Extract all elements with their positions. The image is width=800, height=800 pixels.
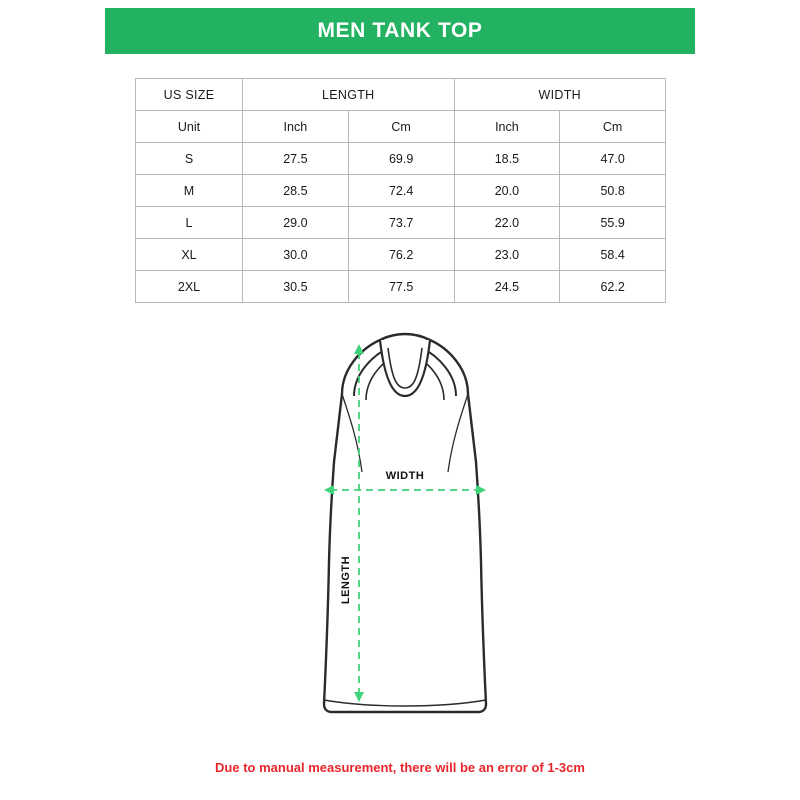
column-header-width: WIDTH	[454, 79, 666, 111]
row-size: M	[136, 175, 243, 207]
unit-length-inch: Inch	[243, 111, 349, 143]
table-row	[136, 207, 666, 239]
header-banner	[105, 8, 695, 54]
row-length-cm: 77.5	[348, 271, 454, 303]
length-label: LENGTH	[340, 555, 352, 605]
size-table-container	[135, 78, 665, 303]
column-header-length: LENGTH	[243, 79, 455, 111]
row-width-inch: 18.5	[454, 143, 560, 175]
row-length-inch: 28.5	[243, 175, 349, 207]
size-table	[135, 78, 666, 303]
width-label: WIDTH	[385, 470, 425, 482]
unit-width-inch: Inch	[454, 111, 560, 143]
row-length-cm: 73.7	[348, 207, 454, 239]
row-width-cm: 47.0	[560, 143, 666, 175]
row-length-inch: 29.0	[243, 207, 349, 239]
measurement-disclaimer: Due to manual measurement, there will be an error of 1-3cm	[215, 760, 585, 775]
row-size: XL	[136, 239, 243, 271]
row-length-cm: 76.2	[348, 239, 454, 271]
unit-width-cm: Cm	[560, 111, 666, 143]
length-arrow-top-icon	[354, 344, 364, 354]
row-size: L	[136, 207, 243, 239]
garment-outline-group	[324, 334, 486, 712]
tank-top-diagram	[280, 322, 530, 732]
row-length-cm: 72.4	[348, 175, 454, 207]
table-row	[136, 239, 666, 271]
row-width-inch: 23.0	[454, 239, 560, 271]
table-unit-row	[136, 111, 666, 143]
table-row	[136, 143, 666, 175]
row-width-cm: 50.8	[560, 175, 666, 207]
table-row	[136, 271, 666, 303]
row-size: 2XL	[136, 271, 243, 303]
row-width-cm: 55.9	[560, 207, 666, 239]
row-width-inch: 24.5	[454, 271, 560, 303]
width-arrow-right-icon	[476, 485, 486, 495]
table-header-row	[136, 79, 666, 111]
row-width-inch: 22.0	[454, 207, 560, 239]
row-length-inch: 30.0	[243, 239, 349, 271]
width-arrow-left-icon	[324, 485, 334, 495]
row-length-inch: 30.5	[243, 271, 349, 303]
unit-length-cm: Cm	[348, 111, 454, 143]
unit-label: Unit	[136, 111, 243, 143]
column-header-us-size: US SIZE	[136, 79, 243, 111]
row-width-cm: 58.4	[560, 239, 666, 271]
row-size: S	[136, 143, 243, 175]
row-width-inch: 20.0	[454, 175, 560, 207]
row-width-cm: 62.2	[560, 271, 666, 303]
table-row	[136, 175, 666, 207]
row-length-cm: 69.9	[348, 143, 454, 175]
row-length-inch: 27.5	[243, 143, 349, 175]
page-title: MEN TANK TOP	[317, 19, 483, 42]
